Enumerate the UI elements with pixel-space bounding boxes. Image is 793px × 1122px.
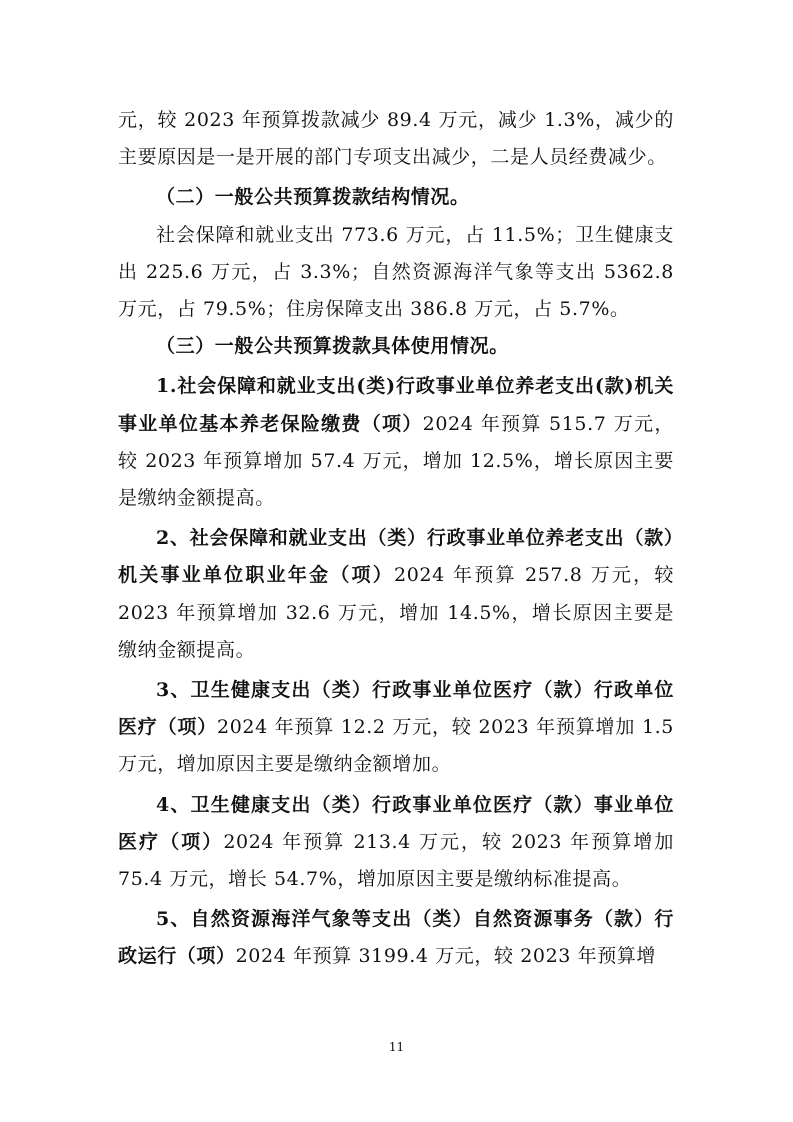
item-title: 2、社会保障和就业支出（类）行政事业单位养老支出（款）机关事业单位职业年金（项） [118, 527, 674, 587]
usage-item-3 [118, 672, 674, 784]
item-title: 1.社会保障和就业支出(类)行政事业单位养老支出(款)机关事业单位基本养老保险缴费（项） [118, 375, 674, 435]
item-text: 2024 年预算 257.8 万元，较 2023 年预算增加 32.6 万元，增加 14.5%，增长原因主要是缴纳金额提高。 [118, 564, 674, 661]
usage-item-2 [118, 520, 674, 669]
item-text: 2024 年预算 3199.4 万元，较 2023 年预算增 [235, 945, 656, 968]
item-text: 2024 年预算 515.7 万元，较 2023 年预算增加 57.4 万元，增加 12.5%，增长原因主要是缴纳金额提高。 [118, 412, 674, 510]
paragraph-structure: 社会保障和就业支出 773.6 万元，占 11.5%；卫生健康支出 225.6 万元，占 3.3%；自然资源海洋气象等支出 5362.8 万元，占 79.5%；住房保障支出 386.8 万元，占 5.7%。 [118, 223, 674, 321]
heading-text: （二）一般公共预算拨款结构情况。 [156, 186, 470, 209]
usage-item-4 [118, 787, 674, 899]
paragraph-budget-decrease: 元，较 2023 年预算拨款减少 89.4 万元，减少 1.3%，减少的主要原因是一是开展的部门专项支出减少，二是人员经费减少。 [118, 109, 674, 169]
page-number: 11 [388, 1040, 405, 1054]
heading-text: （三）一般公共预算拨款具体使用情况。 [156, 335, 509, 358]
usage-item-1 [118, 368, 674, 517]
section-heading-usage [118, 328, 674, 365]
section-heading-structure [118, 179, 674, 216]
item-text: 2024 年预算 213.4 万元，较 2023 年预算增加 75.4 万元，增长 54.7%，增加原因主要是缴纳标准提高。 [118, 830, 674, 891]
item-title: 5、自然资源海洋气象等支出（类）自然资源事务（款）行政运行（项） [118, 908, 674, 968]
item-text: 2024 年预算 12.2 万元，较 2023 年预算增加 1.5 万元，增加原因主要是缴纳金额增加。 [118, 716, 674, 776]
item-title: 4、卫生健康支出（类）行政事业单位医疗（款）事业单位医疗（项） [118, 793, 674, 853]
item-title: 3、卫生健康支出（类）行政事业单位医疗（款）行政单位医疗（项） [118, 679, 674, 739]
usage-item-5 [118, 901, 674, 975]
body-text [118, 102, 674, 976]
